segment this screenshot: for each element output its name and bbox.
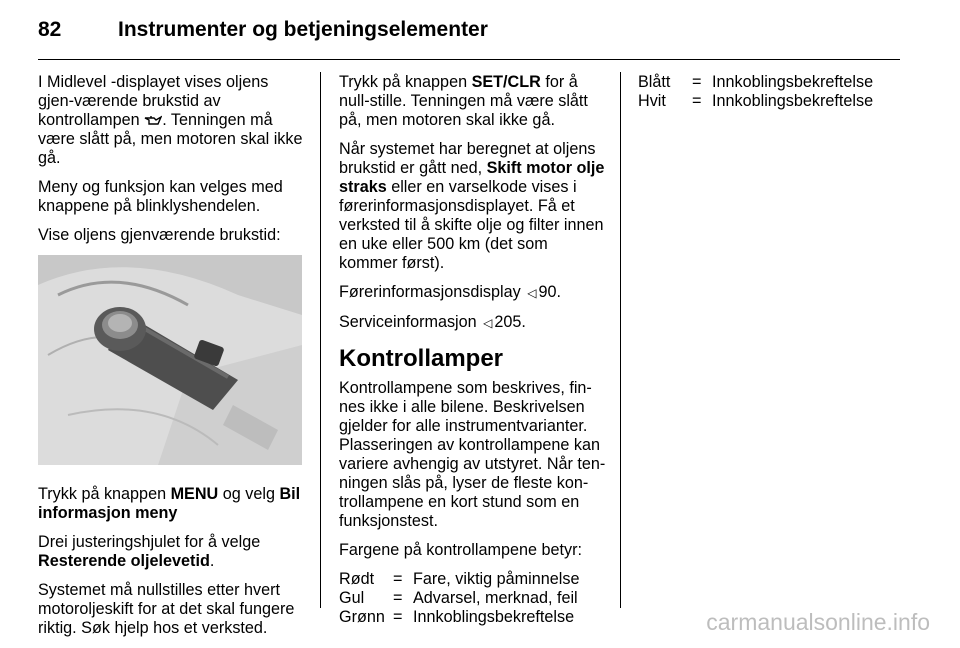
oil-can-icon	[144, 114, 162, 126]
header-rule	[38, 59, 900, 60]
watermark: carmanualsonline.info	[706, 609, 930, 635]
column-1	[38, 73, 306, 648]
page-number: 82	[38, 18, 62, 41]
change-oil-message: Skift motor olje straks	[339, 159, 605, 196]
page-header	[38, 18, 900, 46]
table-row: Rødt = Fare, viktig påminnelse	[339, 570, 580, 588]
menu-button-label: MENU	[170, 485, 219, 503]
paragraph-warning-lights: Kontrollampene som beskrives, fin-nes ikke i alle bilene. Beskrivelsen gjelder for alle instrumentvarianter. Plasseringen av kontrollampene kan variere avhengig av utstyret. Når ten-ningen slås på, lyser de fleste kon-trollampene en kort stund som en funksjonstest.	[339, 379, 606, 530]
reference-driver-info-display: Førerinformasjonsdisplay ◁ 90.	[339, 283, 561, 301]
chapter-title: Instrumenter og betjeningselementer	[118, 18, 488, 41]
paragraph-turn-wheel: Drei justeringshjulet for å velge Resterende oljelevetid.	[38, 533, 261, 570]
table-row: Grønn = Innkoblingsbekreftelse	[339, 608, 575, 626]
paragraph-set-clr: Trykk på knappen SET/CLR for å null-stille. Tenningen må være slått på, men motoren skal ikke gå.	[339, 73, 588, 129]
column-3	[638, 73, 900, 111]
paragraph-oil-change: Når systemet har beregnet at oljens brukstid er gått ned, Skift motor olje straks eller en varselkode vises i førerinformasjonsdisplayet. Få et verksted til å skifte olje og filter innen en uke eller 500 km (det som kommer først).	[339, 140, 605, 272]
paragraph-oil-display: I Midlevel -displayet vises oljens gjen-værende brukstid av kontrollampen . Tenningen må være slått på, men motoren skal ikke gå.	[38, 73, 303, 167]
column-divider-2	[620, 72, 621, 608]
table-row: Hvit = Innkoblingsbekreftelse	[638, 92, 874, 110]
color-meaning-table-continued	[638, 73, 900, 111]
table-row: Gul = Advarsel, merknad, feil	[339, 589, 578, 607]
column-2	[339, 73, 607, 627]
page-reference-arrow-icon: ◁	[483, 316, 493, 330]
reference-service-info: Serviceinformasjon ◁ 205.	[339, 313, 526, 331]
paragraph-press-menu: Trykk på knappen MENU og velg Bil informasjon meny	[38, 485, 301, 522]
page-reference-arrow-icon: ◁	[527, 286, 537, 300]
section-heading: Kontrollamper	[339, 345, 504, 372]
vehicle-info-menu-label: Bil informasjon meny	[38, 485, 301, 522]
set-clr-button-label: SET/CLR	[471, 73, 541, 91]
paragraph-reset: Systemet må nullstilles etter hvert motoroljeskift for at det skal fungere riktig. Søk hjelp hos et verksted.	[38, 581, 295, 637]
paragraph-show-remaining: Vise oljens gjenværende brukstid:	[38, 226, 281, 244]
color-meaning-table	[339, 570, 607, 627]
turn-signal-lever-image	[38, 255, 302, 465]
table-row: Blått = Innkoblingsbekreftelse	[638, 73, 874, 91]
paragraph-menu-function: Meny og funksjon kan velges med knappene på blinklyshendelen.	[38, 178, 283, 215]
column-divider-1	[320, 72, 321, 608]
remaining-oil-life-label: Resterende oljelevetid	[38, 552, 210, 570]
paragraph-colors-intro: Fargene på kontrollampene betyr:	[339, 541, 582, 559]
